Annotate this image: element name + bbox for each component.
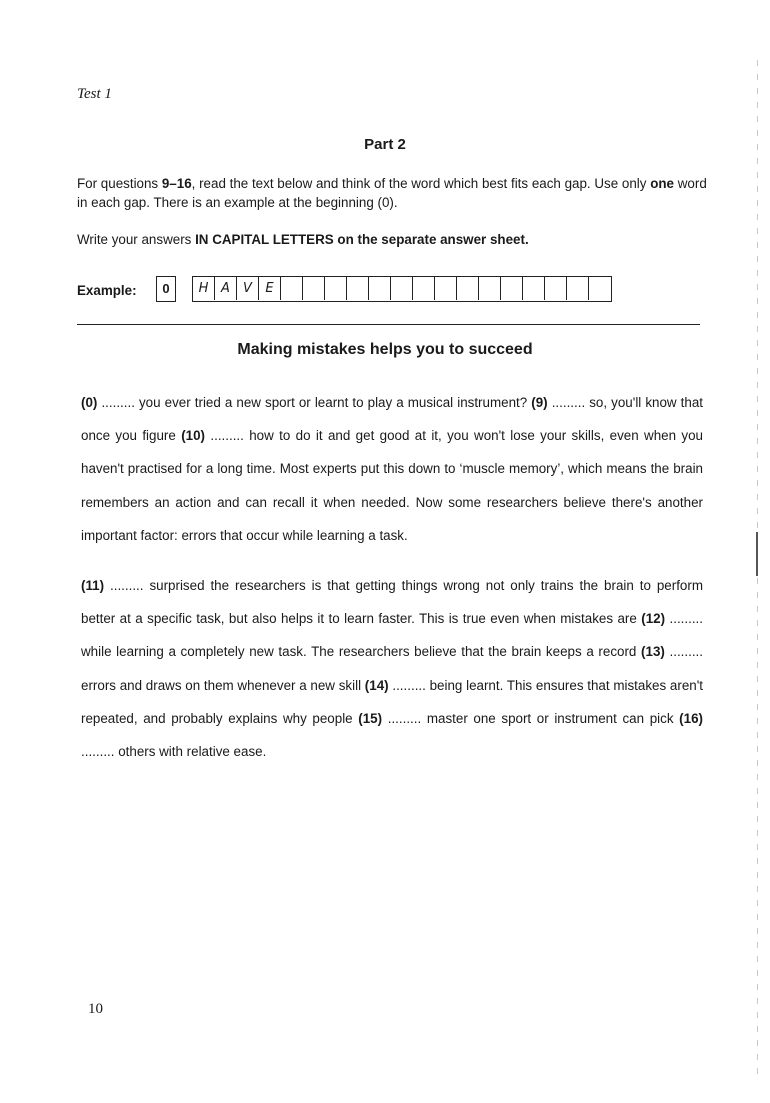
example-answer-cell	[369, 277, 391, 300]
instructions-text: Write your answers	[77, 232, 196, 247]
text-title: Making mistakes helps you to succeed	[237, 341, 533, 358]
example-answer-cell: H	[193, 277, 215, 300]
example-answer-cell	[479, 277, 501, 300]
example-answer-cell	[501, 277, 523, 300]
gap-number: (0)	[81, 395, 98, 410]
example-answer-boxes	[192, 276, 612, 302]
paragraph-text: ......... master one sport or instrument can pick	[382, 710, 680, 726]
example-answer-cell	[391, 277, 413, 300]
example-label: Example:	[77, 283, 137, 298]
question-range: 9–16	[161, 176, 192, 191]
paragraph-1	[81, 386, 703, 552]
example-answer-cell	[347, 277, 369, 300]
gap-number: (11)	[81, 578, 105, 593]
example-answer-cell: E	[259, 277, 281, 300]
part-title: Part 2	[364, 136, 406, 153]
example-answer-cell: V	[237, 277, 259, 300]
paragraph-text: ......... errors and draws on them whenever a new skill	[81, 644, 703, 693]
paragraph-text: ......... others with relative ease.	[81, 744, 267, 760]
example-answer-cell	[545, 277, 567, 300]
paragraph-text: ......... while learning a completely new task. The researchers believe that the brain keeps a record	[81, 611, 703, 660]
page-number: 10	[88, 1001, 103, 1017]
divider-rule	[77, 324, 700, 325]
gap-number: (15)	[358, 710, 383, 726]
paragraph-text: ......... so, you'll know that once you figure	[81, 395, 703, 444]
gap-number: (14)	[364, 677, 389, 693]
example-answer-cell	[435, 277, 457, 300]
gap-number: (10)	[181, 428, 206, 444]
gap-number: (13)	[641, 644, 665, 660]
gap-number: (12)	[641, 611, 666, 627]
answer-instruction	[77, 230, 707, 249]
paragraph-2	[81, 569, 703, 768]
instructions-text: , read the text below and think of the word which best fits each gap. Use only	[191, 176, 647, 191]
paragraph-text: ......... you ever tried a new sport or learnt to play a musical instrument?	[97, 395, 532, 410]
example-answer-cell	[303, 277, 325, 300]
gap-number: (16)	[679, 710, 703, 726]
paragraph-text: ......... being learnt. This ensures that mistakes aren't repeated, and probably explains why people	[81, 677, 703, 726]
example-answer-cell	[325, 277, 347, 300]
paragraph-text: ......... how to do it and get good at it, you won't lose your skills, even when you haven't practised for a long time. Most experts put this down to ‘muscle memory’, which means the brain remembers an action and can recall it when needed. Now some researchers believe there's another important factor: errors that occur while learning a task.	[81, 428, 703, 543]
paragraph-text: ......... surprised the researchers is that getting things wrong not only trains the brain to perform better at a specific task, but also helps it to learn faster. This is true even when mistakes are	[81, 578, 703, 627]
instructions-text: word in each gap. There is an example at the beginning (0).	[77, 176, 707, 210]
example-answer-cell	[567, 277, 589, 300]
gap-number: (9)	[531, 395, 548, 410]
example-answer-cell: A	[215, 277, 237, 300]
example-answer-cell	[281, 277, 303, 300]
scan-edge-mark	[756, 532, 758, 576]
example-number-box: 0	[156, 276, 176, 302]
instructions-emphasis: IN CAPITAL LETTERS on the separate answer sheet.	[195, 232, 529, 247]
instructions-emphasis: one	[650, 176, 675, 191]
example-answer-cell	[457, 277, 479, 300]
example-answer-cell	[413, 277, 435, 300]
instructions-text: For questions	[77, 176, 162, 191]
running-head: Test 1	[77, 86, 112, 102]
example-answer-cell	[589, 277, 611, 300]
example-answer-cell	[523, 277, 545, 300]
instructions-paragraph	[77, 174, 707, 212]
